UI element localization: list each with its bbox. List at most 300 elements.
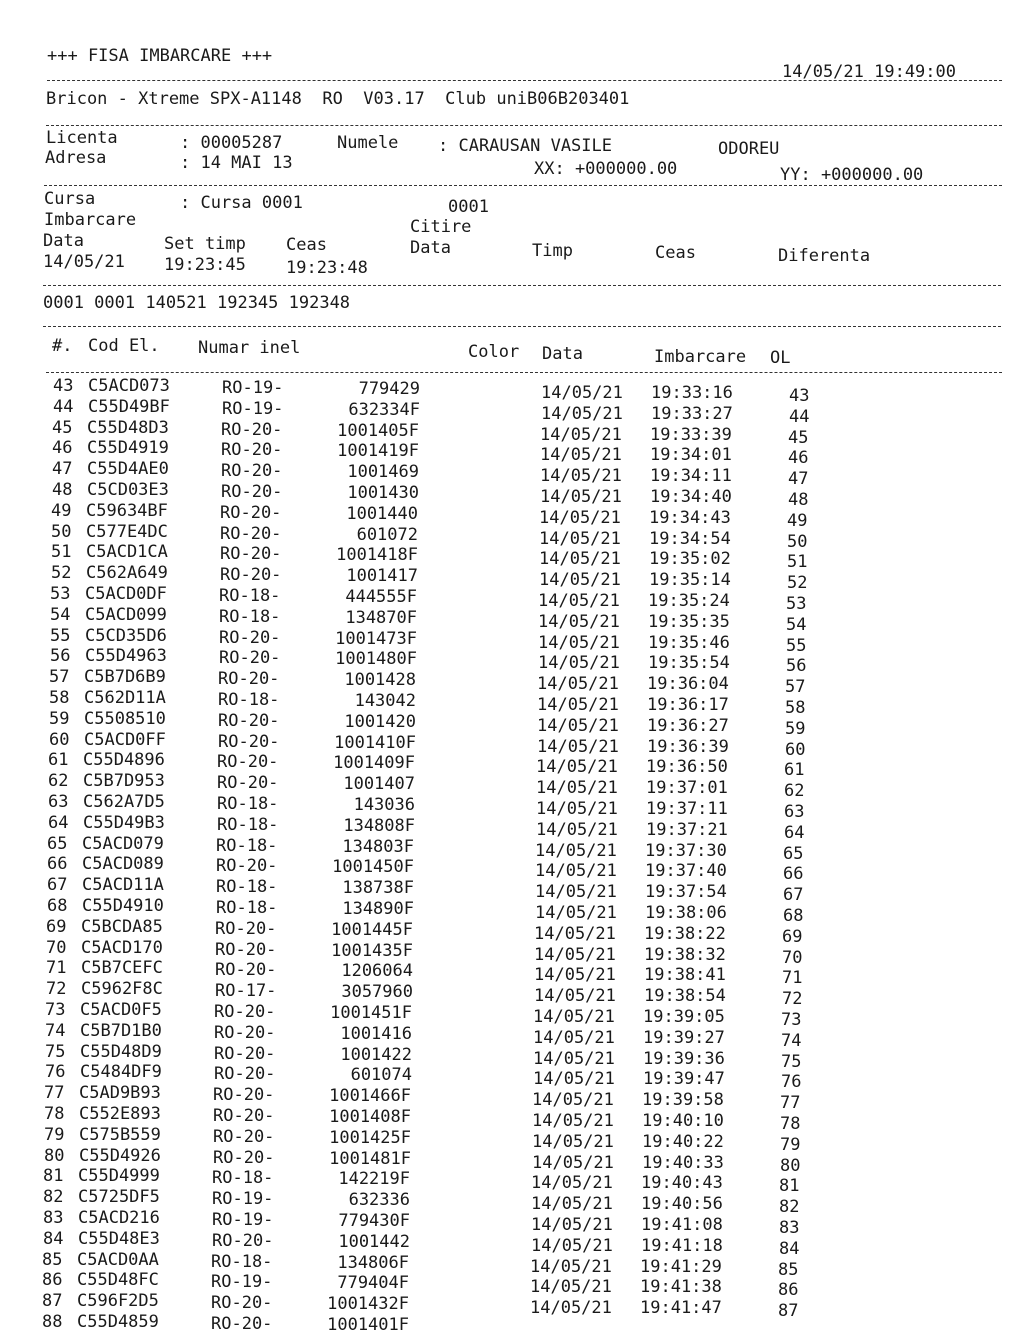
cell-number: 45 [52, 417, 73, 438]
cell-ring-prefix: RO-20- [219, 627, 281, 648]
cell-ring-number: 1001409F [333, 753, 415, 774]
cell-time: 19:37:30 [645, 840, 727, 861]
numele-label: Numele [337, 133, 399, 153]
cell-ring-prefix: RO-18- [216, 835, 278, 856]
cell-ol: 77 [780, 1093, 801, 1114]
licenta-label: Licenta [46, 128, 118, 148]
cell-ring-prefix: RO-18- [219, 606, 281, 627]
divider [47, 80, 1002, 81]
col-data: Data [43, 231, 84, 251]
cell-time: 19:40:22 [642, 1131, 724, 1152]
cell-time: 19:34:54 [649, 528, 731, 549]
cell-ring-number: 1001469 [347, 462, 419, 483]
val-set-timp: 19:23:45 [164, 255, 246, 275]
cell-code: C55D49B3 [83, 812, 165, 833]
cell-ol: 50 [787, 531, 808, 552]
cell-ring-number: 1001435F [331, 940, 413, 961]
col-data-citire: Data [410, 238, 451, 258]
cell-time: 19:38:54 [644, 986, 726, 1007]
cell-ring-number: 632336 [348, 1190, 410, 1211]
cell-date: 14/05/21 [531, 1173, 613, 1194]
cell-ring-number: 1001480F [335, 649, 417, 670]
cell-code: C5725DF5 [78, 1187, 160, 1208]
cell-date: 14/05/21 [535, 861, 617, 882]
cell-ol: 78 [780, 1114, 801, 1134]
th-data: Data [542, 344, 583, 364]
print-datetime: 14/05/21 19:49:00 [782, 62, 956, 82]
cell-number: 47 [52, 459, 73, 480]
cell-ol: 61 [784, 760, 805, 781]
table-row [0, 937, 1024, 968]
val-ceas: 19:23:48 [286, 258, 368, 278]
coord-xx: XX: +000000.00 [534, 159, 678, 179]
cell-time: 19:39:58 [642, 1090, 724, 1111]
cell-ol: 55 [786, 635, 807, 656]
cell-number: 57 [49, 667, 70, 688]
cell-code: C5ACD11A [82, 875, 164, 896]
cell-number: 56 [50, 646, 71, 667]
cell-time: 19:35:35 [648, 611, 730, 632]
cell-date: 14/05/21 [532, 1152, 614, 1173]
cell-time: 19:35:24 [648, 591, 730, 611]
cell-number: 82 [43, 1187, 64, 1208]
cell-code: C5CD35D6 [85, 625, 167, 646]
cell-code: C5ACD1CA [86, 542, 168, 563]
cell-ring-prefix: RO-20- [220, 544, 282, 565]
cell-number: 49 [51, 500, 72, 521]
cell-ring-number: 134803F [342, 836, 414, 857]
cell-code: C55D48D3 [87, 417, 169, 438]
table-row [0, 604, 1024, 635]
table-row [0, 896, 1024, 926]
cell-ring-number: 1001422 [340, 1044, 412, 1065]
cell-ring-prefix: RO-18- [216, 877, 278, 898]
cell-code: C562A649 [86, 563, 168, 584]
table-row [0, 1062, 1024, 1093]
cell-code: C562D11A [84, 688, 166, 708]
cell-time: 19:36:50 [646, 757, 728, 778]
cell-number: 79 [44, 1124, 65, 1145]
cell-number: 64 [48, 812, 69, 833]
divider [46, 125, 1002, 126]
table-row [0, 854, 1024, 885]
cell-code: C5ACD0F5 [80, 1000, 162, 1020]
cell-code: C5B7D1B0 [80, 1020, 162, 1041]
col-ceas: Ceas [286, 235, 327, 255]
cell-date: 14/05/21 [536, 778, 618, 799]
cell-date: 14/05/21 [532, 1111, 614, 1131]
citire-label: Citire [410, 217, 472, 237]
cell-time: 19:39:27 [643, 1027, 725, 1048]
table-row [0, 750, 1024, 781]
cell-ol: 76 [781, 1072, 802, 1093]
licenta-value: : 00005287 [180, 133, 283, 153]
cell-code: C55D4859 [77, 1312, 159, 1332]
cell-date: 14/05/21 [536, 819, 618, 840]
cell-ring-number: 143042 [354, 691, 416, 711]
cell-time: 19:41:47 [640, 1298, 722, 1319]
divider [43, 326, 1001, 327]
cell-code: C55D4919 [87, 438, 169, 459]
table-row [0, 625, 1024, 656]
cell-number: 84 [43, 1228, 64, 1249]
cell-code: C55D48E3 [78, 1228, 160, 1249]
cell-date: 14/05/21 [541, 383, 623, 403]
cell-number: 61 [48, 750, 69, 771]
cursa-value: : Cursa 0001 [180, 193, 303, 213]
cell-ring-number: 143036 [353, 795, 415, 815]
val-data: 14/05/21 [43, 252, 125, 272]
cell-time: 19:35:54 [648, 653, 730, 674]
cell-date: 14/05/21 [532, 1090, 614, 1111]
cell-ring-number: 134890F [342, 899, 414, 919]
cell-time: 19:37:40 [645, 861, 727, 882]
cell-ring-prefix: RO-19- [222, 378, 284, 398]
cell-ring-prefix: RO-20- [215, 918, 277, 939]
cell-code: C5ACD216 [78, 1208, 160, 1228]
table-row [0, 438, 1024, 469]
cell-number: 67 [47, 875, 68, 896]
cell-ol: 65 [783, 843, 804, 864]
adresa-label: Adresa [45, 148, 107, 168]
table-row [0, 1166, 1024, 1197]
cell-code: C59634BF [86, 500, 168, 521]
cell-number: 77 [44, 1083, 65, 1104]
cell-ring-prefix: RO-20- [221, 482, 283, 502]
cell-ol: 71 [782, 968, 803, 989]
cell-number: 88 [42, 1312, 63, 1332]
cell-time: 19:38:06 [645, 903, 727, 923]
cell-ring-prefix: RO-20- [213, 1106, 275, 1126]
cell-ol: 82 [779, 1197, 800, 1218]
cell-ring-prefix: RO-20- [215, 960, 277, 981]
cell-ol: 67 [783, 885, 804, 906]
table-row [0, 417, 1024, 448]
cell-ol: 85 [778, 1259, 799, 1280]
cell-ol: 53 [786, 594, 807, 614]
table-row [0, 688, 1024, 718]
cell-ring-prefix: RO-20- [211, 1293, 273, 1314]
cell-ring-number: 601074 [350, 1065, 412, 1086]
cell-ol: 87 [778, 1301, 799, 1322]
th-inel: Numar inel [198, 338, 301, 358]
cell-date: 14/05/21 [539, 549, 621, 570]
cell-ring-number: 1206064 [341, 961, 413, 982]
cell-number: 46 [52, 438, 73, 459]
cell-ol: 54 [786, 614, 807, 635]
cell-ring-number: 138738F [342, 878, 414, 899]
cell-date: 14/05/21 [535, 903, 617, 923]
table-row [0, 1041, 1024, 1072]
cell-ol: 64 [784, 822, 805, 843]
cell-ring-prefix: RO-19- [211, 1272, 273, 1293]
divider [44, 185, 1002, 186]
cell-ol: 43 [789, 386, 810, 406]
cell-ol: 84 [779, 1238, 800, 1259]
cell-ring-prefix: RO-18- [211, 1251, 273, 1272]
table-row [0, 521, 1024, 552]
cell-number: 43 [53, 376, 74, 396]
cell-ol: 58 [785, 698, 806, 718]
cell-date: 14/05/21 [537, 674, 619, 695]
cell-ol: 73 [781, 1010, 802, 1030]
cell-ring-number: 779430F [338, 1211, 410, 1231]
cell-ol: 51 [787, 552, 808, 573]
cell-ol: 69 [782, 926, 803, 947]
cell-number: 73 [45, 1000, 66, 1020]
cell-time: 19:41:08 [641, 1215, 723, 1235]
cell-code: C55D4896 [83, 750, 165, 771]
th-color: Color [468, 342, 520, 362]
cell-ol: 49 [787, 510, 808, 531]
cell-code: C5B7D6B9 [84, 667, 166, 688]
cell-date: 14/05/21 [538, 653, 620, 674]
coord-yy: YY: +000000.00 [780, 165, 924, 185]
cell-date: 14/05/21 [539, 528, 621, 549]
cell-code: C55D4963 [85, 646, 167, 667]
cell-code: C5BCDA85 [81, 916, 163, 937]
cell-code: C5ACD0AA [77, 1249, 159, 1270]
cell-time: 19:36:39 [647, 736, 729, 757]
imbarcare-label: Imbarcare [44, 210, 137, 230]
cell-code: C55D4AE0 [87, 459, 169, 480]
cell-code: C5ACD0DF [85, 584, 167, 604]
cell-date: 14/05/21 [536, 757, 618, 778]
cell-ring-number: 779404F [337, 1273, 409, 1294]
adresa-value: : 14 MAI 13 [180, 153, 293, 173]
cell-date: 14/05/21 [534, 923, 616, 944]
cell-ring-prefix: RO-18- [212, 1168, 274, 1189]
cell-ring-number: 601072 [356, 524, 418, 545]
divider [43, 285, 1001, 286]
cell-code: C55D4999 [78, 1166, 160, 1187]
cell-date: 14/05/21 [536, 799, 618, 819]
cell-ring-prefix: RO-20- [214, 1002, 276, 1022]
cell-ring-number: 1001473F [335, 628, 417, 649]
th-imbarcare: Imbarcare [654, 347, 747, 367]
cell-number: 68 [47, 896, 68, 916]
cell-ring-number: 1001405F [337, 420, 419, 441]
cell-time: 19:41:38 [640, 1277, 722, 1298]
cell-time: 19:37:21 [646, 819, 728, 840]
cell-ol: 59 [785, 718, 806, 739]
cell-ring-number: 779429 [358, 379, 420, 399]
table-row [0, 376, 1024, 406]
cell-ring-prefix: RO-19- [212, 1210, 274, 1230]
cell-ring-prefix: RO-20- [214, 1064, 276, 1085]
cell-code: C552E893 [79, 1104, 161, 1124]
cell-ring-number: 1001440 [346, 503, 418, 524]
cell-ol: 44 [789, 406, 810, 427]
cell-number: 87 [42, 1291, 63, 1312]
cell-number: 76 [45, 1062, 66, 1083]
cell-number: 86 [42, 1270, 63, 1291]
cell-ol: 72 [782, 989, 803, 1010]
cell-date: 14/05/21 [539, 570, 621, 591]
cell-number: 53 [50, 584, 71, 604]
col-ceas-citire: Ceas [655, 243, 696, 263]
cell-time: 19:40:33 [642, 1152, 724, 1173]
cell-ring-prefix: RO-20- [218, 669, 280, 690]
cell-time: 19:34:01 [650, 445, 732, 466]
cell-ring-number: 1001401F [327, 1315, 409, 1335]
cell-ol: 83 [779, 1218, 800, 1238]
col-diferenta: Diferenta [778, 246, 871, 266]
cell-number: 54 [50, 604, 71, 625]
cell-time: 19:34:40 [650, 487, 732, 507]
cell-ol: 60 [785, 739, 806, 760]
cell-date: 14/05/21 [540, 424, 622, 445]
cell-ol: 81 [779, 1176, 800, 1197]
cell-ring-number: 134806F [337, 1252, 409, 1273]
table-row [0, 958, 1024, 989]
table-row [0, 1104, 1024, 1134]
cell-ring-prefix: RO-18- [217, 794, 279, 814]
document-title: +++ FISA IMBARCARE +++ [47, 46, 273, 66]
cell-ring-prefix: RO-18- [218, 690, 280, 710]
cell-ring-prefix: RO-20- [220, 502, 282, 523]
cell-ol: 57 [785, 677, 806, 698]
cell-number: 50 [51, 521, 72, 542]
cell-ol: 52 [787, 573, 808, 594]
numele-value: : CARAUSAN VASILE [438, 136, 612, 156]
cell-ring-number: 632334F [348, 399, 420, 420]
table-row [0, 542, 1024, 573]
cell-time: 19:40:56 [641, 1194, 723, 1215]
cell-ring-prefix: RO-17- [215, 981, 277, 1002]
cell-number: 83 [43, 1208, 64, 1228]
cell-date: 14/05/21 [538, 611, 620, 632]
cell-time: 19:36:17 [647, 695, 729, 715]
cell-code: C5ACD170 [81, 937, 163, 958]
cell-number: 60 [49, 729, 70, 750]
cell-date: 14/05/21 [535, 840, 617, 861]
cell-ring-number: 1001481F [329, 1148, 411, 1169]
cell-date: 14/05/21 [540, 487, 622, 507]
cell-number: 48 [52, 480, 73, 500]
cell-time: 19:36:27 [647, 715, 729, 736]
cell-ring-number: 3057960 [341, 982, 413, 1003]
cell-ol: 46 [788, 448, 809, 469]
cell-date: 14/05/21 [538, 591, 620, 611]
cell-code: C575B559 [79, 1124, 161, 1145]
cell-number: 75 [45, 1041, 66, 1062]
cell-number: 72 [46, 979, 67, 1000]
cell-ol: 74 [781, 1030, 802, 1051]
cell-date: 14/05/21 [540, 445, 622, 466]
cell-time: 19:37:11 [646, 799, 728, 819]
cell-number: 58 [49, 688, 70, 708]
cell-time: 19:38:22 [644, 923, 726, 944]
cell-number: 63 [48, 792, 69, 812]
cell-time: 19:39:47 [643, 1069, 725, 1090]
table-row [0, 1270, 1024, 1301]
table-row [0, 1208, 1024, 1238]
cell-date: 14/05/21 [537, 715, 619, 736]
table-row [0, 646, 1024, 677]
cell-code: C5ACD073 [88, 376, 170, 396]
cell-date: 14/05/21 [530, 1277, 612, 1298]
cell-time: 19:36:04 [647, 674, 729, 695]
cell-ring-prefix: RO-20- [215, 939, 277, 960]
cell-time: 19:38:32 [644, 944, 726, 965]
cell-code: C5484DF9 [80, 1062, 162, 1083]
cell-time: 19:40:10 [642, 1111, 724, 1131]
cell-ring-prefix: RO-20- [218, 710, 280, 731]
cell-ol: 62 [784, 781, 805, 802]
cell-ring-prefix: RO-20- [213, 1085, 275, 1106]
cell-time: 19:39:36 [643, 1048, 725, 1069]
cell-ring-prefix: RO-20- [213, 1126, 275, 1147]
table-row [0, 1249, 1024, 1280]
table-row [0, 729, 1024, 760]
cell-ring-number: 134808F [343, 815, 415, 836]
cell-date: 14/05/21 [531, 1215, 613, 1235]
cell-ring-number: 1001417 [346, 566, 418, 587]
cell-time: 19:40:43 [641, 1173, 723, 1194]
cell-time: 19:37:01 [646, 778, 728, 799]
cell-number: 74 [45, 1020, 66, 1041]
table-row [0, 1000, 1024, 1030]
cell-ring-prefix: RO-20- [213, 1147, 275, 1168]
cell-time: 19:39:05 [643, 1007, 725, 1027]
col-timp: Timp [532, 241, 573, 261]
cell-number: 44 [53, 396, 74, 417]
cell-date: 14/05/21 [537, 736, 619, 757]
cell-ol: 80 [780, 1155, 801, 1176]
cell-ring-number: 444555F [345, 587, 417, 607]
cell-ring-prefix: RO-19- [222, 398, 284, 419]
cell-ring-prefix: RO-20- [212, 1230, 274, 1251]
locality: ODOREU [718, 139, 780, 159]
cell-ring-number: 1001407 [343, 774, 415, 795]
cell-code: C5CD03E3 [87, 480, 169, 500]
cell-ol: 86 [778, 1280, 799, 1301]
cell-ring-prefix: RO-20- [217, 773, 279, 794]
cell-date: 14/05/21 [531, 1235, 613, 1256]
cell-ring-number: 1001451F [330, 1003, 412, 1023]
cell-ring-prefix: RO-20- [220, 523, 282, 544]
cell-date: 14/05/21 [538, 632, 620, 653]
divider [46, 372, 1002, 373]
cell-time: 19:37:54 [645, 882, 727, 903]
cell-time: 19:33:16 [651, 383, 733, 403]
cell-ring-prefix: RO-20- [218, 731, 280, 752]
cell-ring-number: 1001408F [329, 1107, 411, 1127]
race-code: 0001 [448, 197, 489, 217]
cell-ring-number: 1001445F [331, 919, 413, 940]
cell-ring-prefix: RO-20- [217, 752, 279, 773]
cell-code: C5ACD0FF [84, 729, 166, 750]
cell-ring-prefix: RO-18- [216, 898, 278, 918]
cell-ring-prefix: RO-20- [220, 565, 282, 586]
cell-code: C5B7D953 [83, 771, 165, 792]
cell-time: 19:38:41 [644, 965, 726, 986]
cell-time: 19:35:14 [649, 570, 731, 591]
cell-ring-number: 142219F [338, 1169, 410, 1190]
cell-ol: 66 [783, 864, 804, 885]
cursa-label: Cursa [44, 189, 96, 209]
cell-ring-number: 1001410F [334, 732, 416, 753]
cell-date: 14/05/21 [532, 1131, 614, 1152]
cell-ring-number: 1001450F [332, 857, 414, 878]
cell-number: 69 [46, 916, 67, 937]
cell-code: C55D4926 [79, 1145, 161, 1166]
cell-ol: 79 [780, 1134, 801, 1155]
cell-date: 14/05/21 [533, 1007, 615, 1027]
cell-ring-prefix: RO-20- [214, 1043, 276, 1064]
cell-date: 14/05/21 [530, 1256, 612, 1277]
